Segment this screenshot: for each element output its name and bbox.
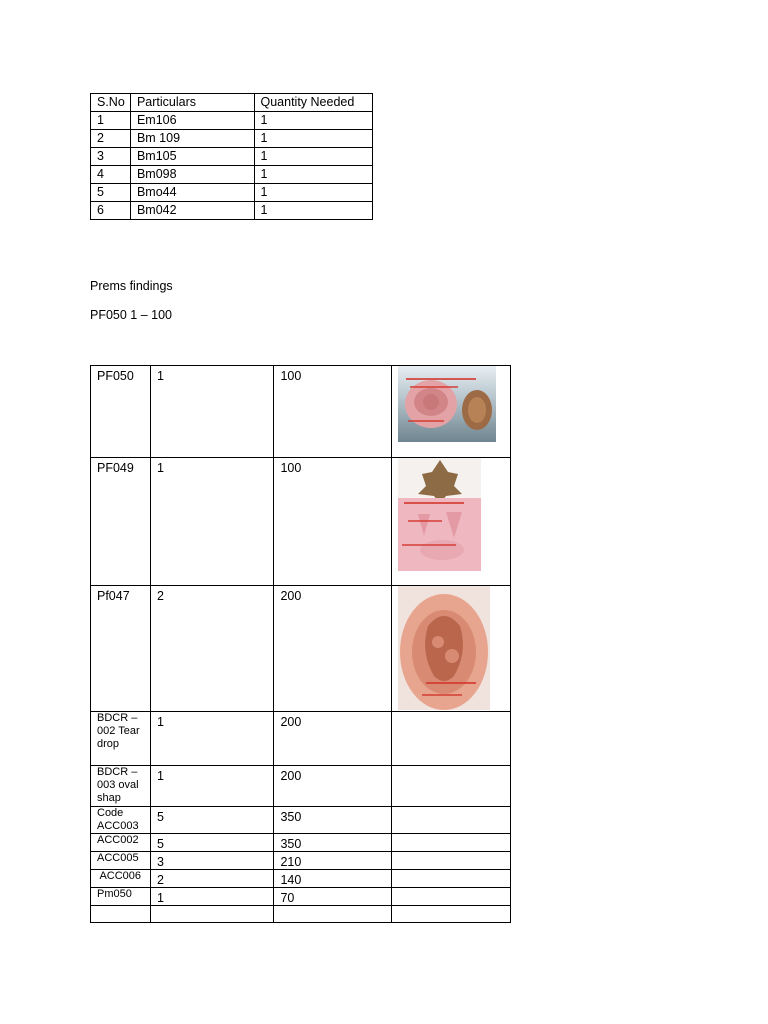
table-row [91,852,511,870]
code-cell: BDCR – 003 oval shap [91,766,151,807]
table-row [91,184,373,202]
section-heading: Prems findings [90,279,173,293]
table-row [91,888,511,906]
code-cell: Pf047 [91,586,151,712]
table-row [91,834,511,852]
image-cell [392,852,511,870]
mould-photo [398,458,510,571]
table-row [91,148,373,166]
amount-cell: 100 [274,458,392,586]
qty-cell: 1 [150,366,274,458]
qty-cell: 5 [150,807,274,834]
qty-cell: 1 [150,458,274,586]
amount-cell: 200 [274,766,392,807]
image-cell [392,807,511,834]
table-row [91,166,373,184]
table-row [91,807,511,834]
table-row [91,366,511,458]
sno-cell: 5 [91,184,131,202]
amount-cell: 350 [274,807,392,834]
header-sno: S.No [91,94,131,112]
qty-cell [150,906,274,923]
table-row [91,870,511,888]
quantity-cell: 1 [254,166,373,184]
qty-cell: 3 [150,852,274,870]
particulars-cell: Bmo44 [130,184,254,202]
particulars-cell: Bm098 [130,166,254,184]
code-cell [91,906,151,923]
amount-cell: 140 [274,870,392,888]
header-quantity: Quantity Needed [254,94,373,112]
quantity-cell: 1 [254,130,373,148]
quantity-cell: 1 [254,148,373,166]
qty-cell: 2 [150,870,274,888]
image-cell [392,834,511,852]
sno-cell: 2 [91,130,131,148]
image-cell [392,458,511,586]
code-cell: Pm050 [91,888,151,906]
code-cell: BDCR – 002 Tear drop [91,712,151,766]
table-row [91,712,511,766]
code-cell: Code ACC003 [91,807,151,834]
qty-cell: 1 [150,888,274,906]
qty-cell: 5 [150,834,274,852]
quantity-cell: 1 [254,202,373,220]
sno-cell: 3 [91,148,131,166]
code-cell: PF050 [91,366,151,458]
particulars-cell: Bm105 [130,148,254,166]
table-row [91,766,511,807]
section-subheading: PF050 1 – 100 [90,308,173,322]
table-row [91,458,511,586]
code-cell: ACC002 [91,834,151,852]
order-table [90,93,373,220]
table-header-row [91,94,373,112]
amount-cell: 210 [274,852,392,870]
table-row [91,586,511,712]
sno-cell: 4 [91,166,131,184]
code-cell: ACC006 [91,870,151,888]
qty-cell: 1 [150,766,274,807]
amount-cell [274,906,392,923]
code-cell: PF049 [91,458,151,586]
quantity-cell: 1 [254,112,373,130]
amount-cell: 350 [274,834,392,852]
quantity-cell: 1 [254,184,373,202]
image-cell [392,366,511,458]
qty-cell: 1 [150,712,274,766]
sno-cell: 1 [91,112,131,130]
image-cell [392,888,511,906]
image-cell [392,766,511,807]
image-cell [392,870,511,888]
table-row [91,130,373,148]
table-row [91,202,373,220]
sno-cell: 6 [91,202,131,220]
particulars-cell: Em106 [130,112,254,130]
header-particulars: Particulars [130,94,254,112]
findings-table [90,365,511,923]
particulars-cell: Bm 109 [130,130,254,148]
amount-cell: 200 [274,712,392,766]
mould-photo [398,586,510,710]
code-cell: ACC005 [91,852,151,870]
particulars-cell: Bm042 [130,202,254,220]
image-cell [392,586,511,712]
table-row [91,112,373,130]
amount-cell: 70 [274,888,392,906]
image-cell [392,906,511,923]
table-row [91,906,511,923]
mould-photo [398,366,510,442]
image-cell [392,712,511,766]
amount-cell: 100 [274,366,392,458]
amount-cell: 200 [274,586,392,712]
qty-cell: 2 [150,586,274,712]
